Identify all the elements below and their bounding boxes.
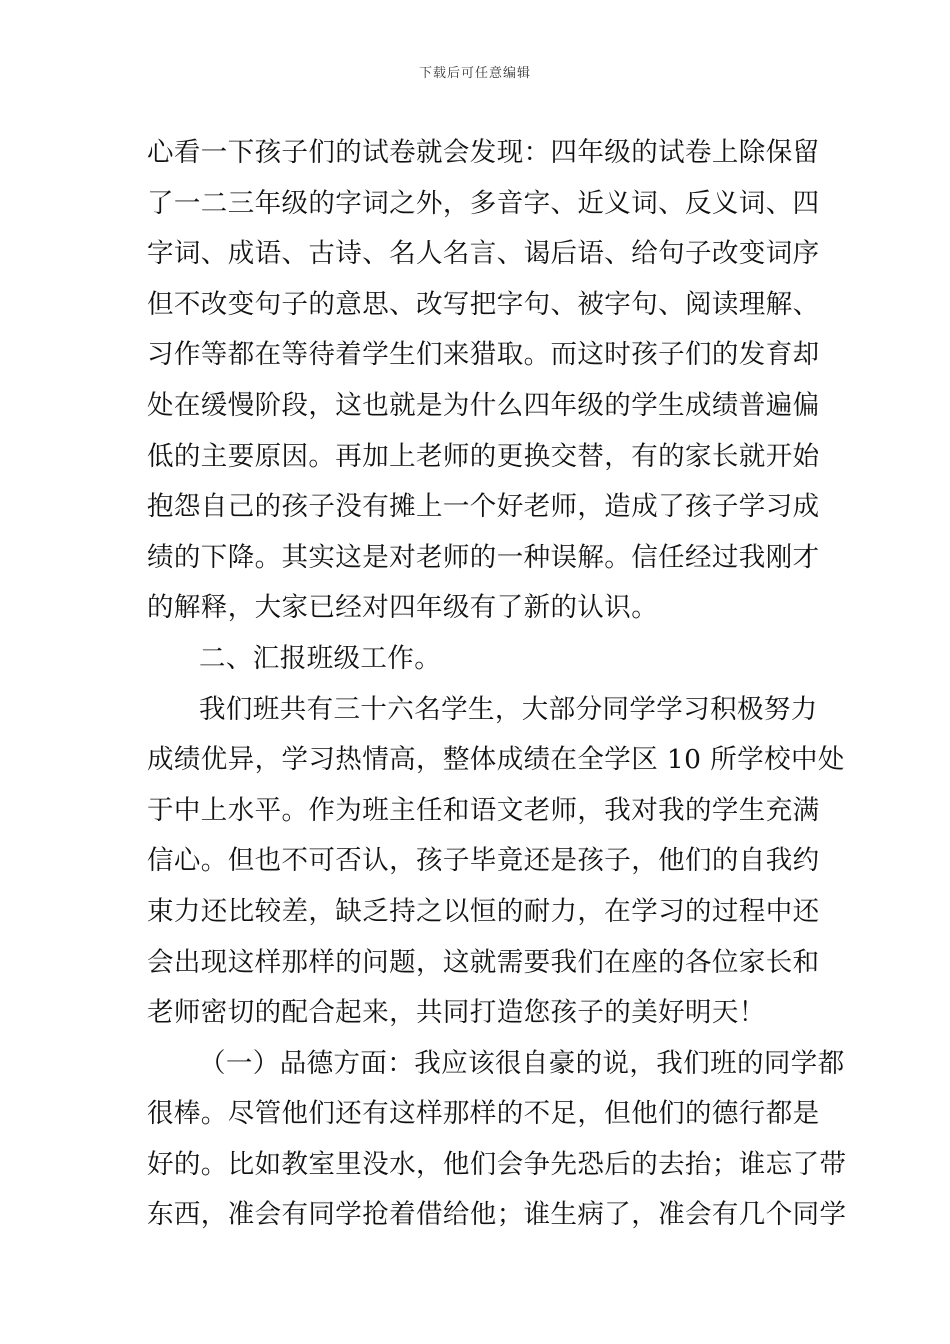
text-line: 东西，准会有同学抢着借给他；谁生病了，准会有几个同学 xyxy=(147,1199,847,1231)
document-body xyxy=(147,128,847,1241)
text-line: 的解释，大家已经对四年级有了新的认识。 xyxy=(147,592,659,624)
text-line: 会出现这样那样的问题，这就需要我们在座的各位家长和 xyxy=(147,946,820,978)
text-line: 绩的下降。其实这是对老师的一种误解。信任经过我刚才 xyxy=(147,541,820,573)
text-line: 束力还比较差，缺乏持之以恒的耐力，在学习的过程中还 xyxy=(147,895,820,927)
text-line: 字词、成语、古诗、名人名言、谒后语、给句子改变词序 xyxy=(147,238,820,270)
text-line: 了一二三年级的字词之外，多音字、近义词、反义词、四 xyxy=(147,187,820,219)
text-line: 处在缓慢阶段，这也就是为什么四年级的学生成绩普遍偏 xyxy=(147,389,820,421)
text-line: 好的。比如教室里没水，他们会争先恐后的去抬；谁忘了带 xyxy=(147,1148,847,1180)
text-line: 低的主要原因。再加上老师的更换交替，有的家长就开始 xyxy=(147,440,820,472)
text-line: 信心。但也不可否认，孩子毕竟还是孩子，他们的自我约 xyxy=(147,845,820,877)
text-line: 但不改变句子的意思、改写把字句、被字句、阅读理解、 xyxy=(147,288,820,320)
text-line: 习作等都在等待着学生们来猎取。而这时孩子们的发育却 xyxy=(147,339,820,371)
paragraph-start: （一）品德方面：我应该很自豪的说，我们班的同学都 xyxy=(199,1047,845,1079)
text-line: 成绩优异，学习热情高，整体成绩在全学区 10 所学校中处 xyxy=(147,744,845,776)
text-line: 很棒。尽管他们还有这样那样的不足，但他们的德行都是 xyxy=(147,1098,820,1130)
text-line: 于中上水平。作为班主任和语文老师，我对我的学生充满 xyxy=(147,794,820,826)
text-line: 心看一下孩子们的试卷就会发现：四年级的试卷上除保留 xyxy=(147,137,820,168)
text-line: 老师密切的配合起来，共同打造您孩子的美好明天！ xyxy=(147,997,766,1029)
text-line: 抱怨自己的孩子没有摊上一个好老师，造成了孩子学习成 xyxy=(147,491,820,523)
page-header: 下载后可任意编辑 xyxy=(418,66,531,81)
section-heading: 二、汇报班级工作。 xyxy=(199,642,442,674)
paragraph-start: 我们班共有三十六名学生，大部分同学学习积极努力 xyxy=(199,693,818,725)
